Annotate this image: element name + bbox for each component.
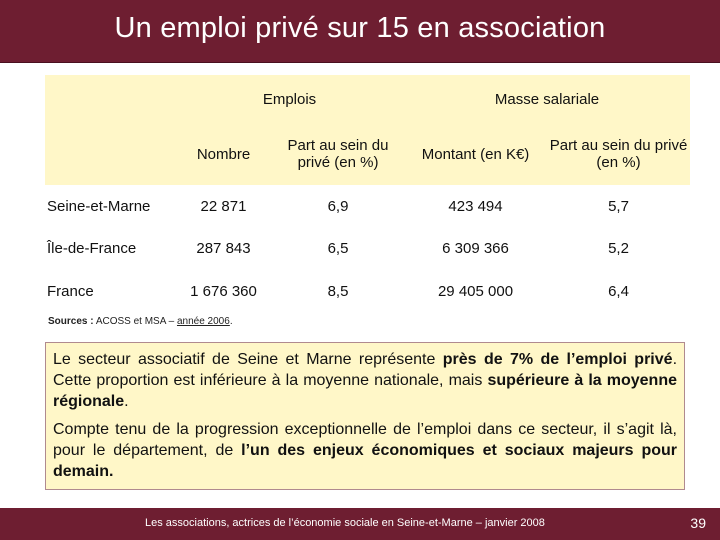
cell-nombre: 1 676 360 bbox=[190, 283, 257, 300]
title-bar bbox=[0, 0, 720, 63]
paragraph-2 bbox=[53, 419, 677, 482]
footer-text: Les associations, actrices de l’économie sociale en Seine-et-Marne – janvier 2008 bbox=[145, 517, 545, 529]
table-corner-cell bbox=[45, 75, 175, 185]
paragraph-text: . Cette proportion est inférieure à la moyenne nationale, mais bbox=[53, 351, 678, 389]
paragraph-text: Le secteur associatif de Seine et Marne représente bbox=[53, 351, 443, 368]
header-part-masse: Part au sein du privé (en %) bbox=[547, 123, 690, 185]
cell-montant: 6 309 366 bbox=[442, 240, 509, 257]
masse-salariale-header: Masse salariale bbox=[404, 75, 690, 123]
paragraph-text: . bbox=[124, 393, 129, 410]
cell-part-emplois: 8,5 bbox=[327, 283, 349, 300]
cell-part-masse: 5,2 bbox=[608, 240, 629, 257]
commentary-box bbox=[45, 342, 685, 490]
table-row bbox=[45, 227, 690, 270]
row-label: Seine-et-Marne bbox=[47, 197, 151, 215]
cell-montant: 423 494 bbox=[448, 197, 503, 215]
row-label: France bbox=[47, 283, 94, 300]
paragraph-emphasis: près de 7% de l’emploi privé bbox=[442, 351, 673, 368]
cell-part-emplois: 6,5 bbox=[327, 240, 349, 257]
page-number: 39 bbox=[690, 515, 706, 531]
cell-montant: 29 405 000 bbox=[437, 283, 514, 300]
table-row bbox=[45, 185, 690, 227]
cell-nombre: 22 871 bbox=[200, 197, 247, 215]
page-title: Un emploi privé sur 15 en association bbox=[114, 12, 606, 44]
table-row bbox=[45, 270, 690, 313]
emplois-header: Emplois bbox=[175, 75, 404, 123]
cell-part-emplois: 6,9 bbox=[327, 197, 349, 215]
row-label: Île-de-France bbox=[47, 240, 137, 257]
sources-note bbox=[48, 316, 233, 327]
paragraph-emphasis: l’un des enjeux économiques et sociaux majeurs pour demain. bbox=[53, 442, 677, 480]
header-part-emplois: Part au sein du privé (en %) bbox=[272, 123, 404, 185]
footer-bar bbox=[0, 508, 720, 540]
sources-label: Sources : bbox=[48, 316, 94, 327]
header-montant: Montant (en K€) bbox=[404, 123, 547, 185]
paragraph-emphasis: supérieure à la moyenne régionale bbox=[53, 372, 678, 410]
cell-nombre: 287 843 bbox=[196, 240, 251, 257]
sources-text: ACOSS et MSA – bbox=[95, 316, 175, 327]
cell-part-masse: 6,4 bbox=[608, 283, 629, 300]
sources-year: année 2006 bbox=[176, 316, 230, 327]
sources-end: . bbox=[229, 316, 233, 327]
paragraph-text: Compte tenu de la progression exceptionnelle de l’emploi dans ce secteur, il s’agit là, pour le département, de bbox=[53, 421, 677, 459]
cell-part-masse: 5,7 bbox=[608, 197, 629, 215]
paragraph-1 bbox=[53, 349, 677, 412]
header-nombre: Nombre bbox=[175, 123, 272, 185]
data-table bbox=[45, 75, 690, 313]
